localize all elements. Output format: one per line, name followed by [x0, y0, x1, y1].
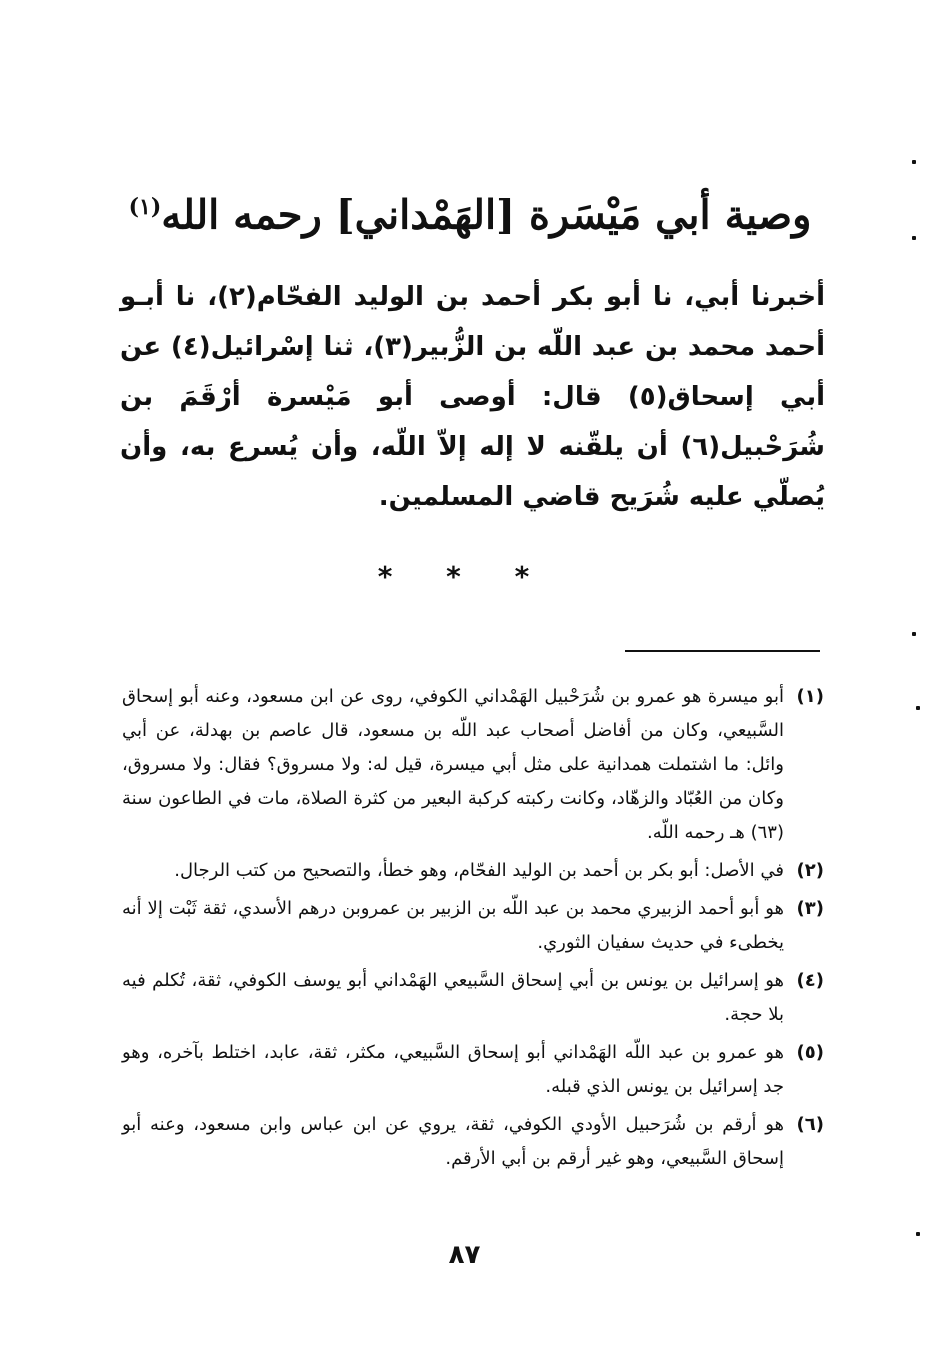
footnote-1 [122, 680, 824, 850]
footnotes [122, 680, 824, 1180]
narration-text: أخبرنا أبي، نا أبو بكر أحمد بن الوليد الفحّام(٢)، نا أبـو أحمد محمد بن عبد اللّه بن الزُّبير(٣)، ثنا إسْرائيل(٤) عن أبي إسحاق(٥) قال: أوصى أبو مَيْسرة أرْقَمَ بن شُرَحْبيل(٦) أن يلقّنه لا إله إلاّ اللّه، وأن يُسرع به، وأن يُصلّي عليه شُرَيح قاضي المسلمين. [120, 282, 826, 512]
footnote-number: (٦) [796, 1114, 824, 1135]
narration-paragraph [120, 272, 825, 522]
footnote-2 [122, 854, 824, 888]
footnote-3 [122, 892, 824, 960]
scan-speck [912, 236, 916, 240]
footnote-number: (١) [796, 686, 824, 707]
footnote-number: (٣) [796, 898, 824, 919]
footnote-text: هو عمرو بن عبد اللّه الهَمْداني أبو إسحاق السَّبيعي، مكثر، ثقة، عابد، اختلط بآخره، وهو جد إسرائيل بن يونس الذي قبله. [122, 1042, 784, 1097]
footnote-text: هو أبو أحمد الزبيري محمد بن عبد اللّه بن الزبير بن عمروبن درهم الأسدي، ثقة ثَبْت إلا أنه يخطىء في حديث سفيان الثوري. [122, 898, 784, 953]
chapter-title [120, 177, 820, 245]
footnote-text: هو أرقم بن شُرَحبيل الأودي الكوفي، ثقة، يروي عن ابن عباس وابن مسعود، وعنه أبو إسحاق السَّبيعي، وهو غير أرقم بن أبي الأرقم. [122, 1114, 784, 1169]
footnote-number: (٥) [796, 1042, 824, 1063]
footnote-6 [122, 1108, 824, 1176]
page-number: ٨٧ [448, 1240, 481, 1270]
footnote-number: (٢) [796, 860, 824, 881]
chapter-title-text: وصية أبي مَيْسَرة [الهَمْداني] رحمه الله [161, 191, 812, 239]
footnote-number: (٤) [796, 970, 824, 991]
footnote-divider [625, 650, 820, 652]
footnote-5 [122, 1036, 824, 1104]
scan-speck [916, 706, 920, 710]
scan-speck [916, 1232, 920, 1236]
section-separator: * * * [377, 560, 552, 593]
scan-speck [912, 160, 916, 164]
footnote-text: في الأصل: أبو بكر بن أحمد بن الوليد الفحّام، وهو خطأ، والتصحيح من كتب الرجال. [174, 860, 784, 881]
scan-speck [912, 632, 916, 636]
footnote-4 [122, 964, 824, 1032]
footnote-text: هو إسرائيل بن يونس بن أبي إسحاق السَّبيعي الهَمْداني أبو يوسف الكوفي، ثقة، تُكلم فيه بلا حجة. [122, 970, 784, 1025]
title-footnote-ref: (١) [128, 193, 162, 220]
footnote-text: أبو ميسرة هو عمرو بن شُرَحْبيل الهَمْداني الكوفي، روى عن ابن مسعود، وعنه أبو إسحاق السَّبيعي، وكان من أفاضل أصحاب عبد اللّه بن مسعود، قال عاصم بن بهدلة، عن أبي وائل: ما اشتملت همدانية على مثل أبي ميسرة، قيل له: ولا مسروق؟ فقال: ولا مسروق، وكان من العُبّاد والزهّاد، وكانت ركبته كركبة البعير من كثرة الصلاة، مات في الطاعون سنة (٦٣) هـ رحمه اللّه. [122, 686, 784, 843]
